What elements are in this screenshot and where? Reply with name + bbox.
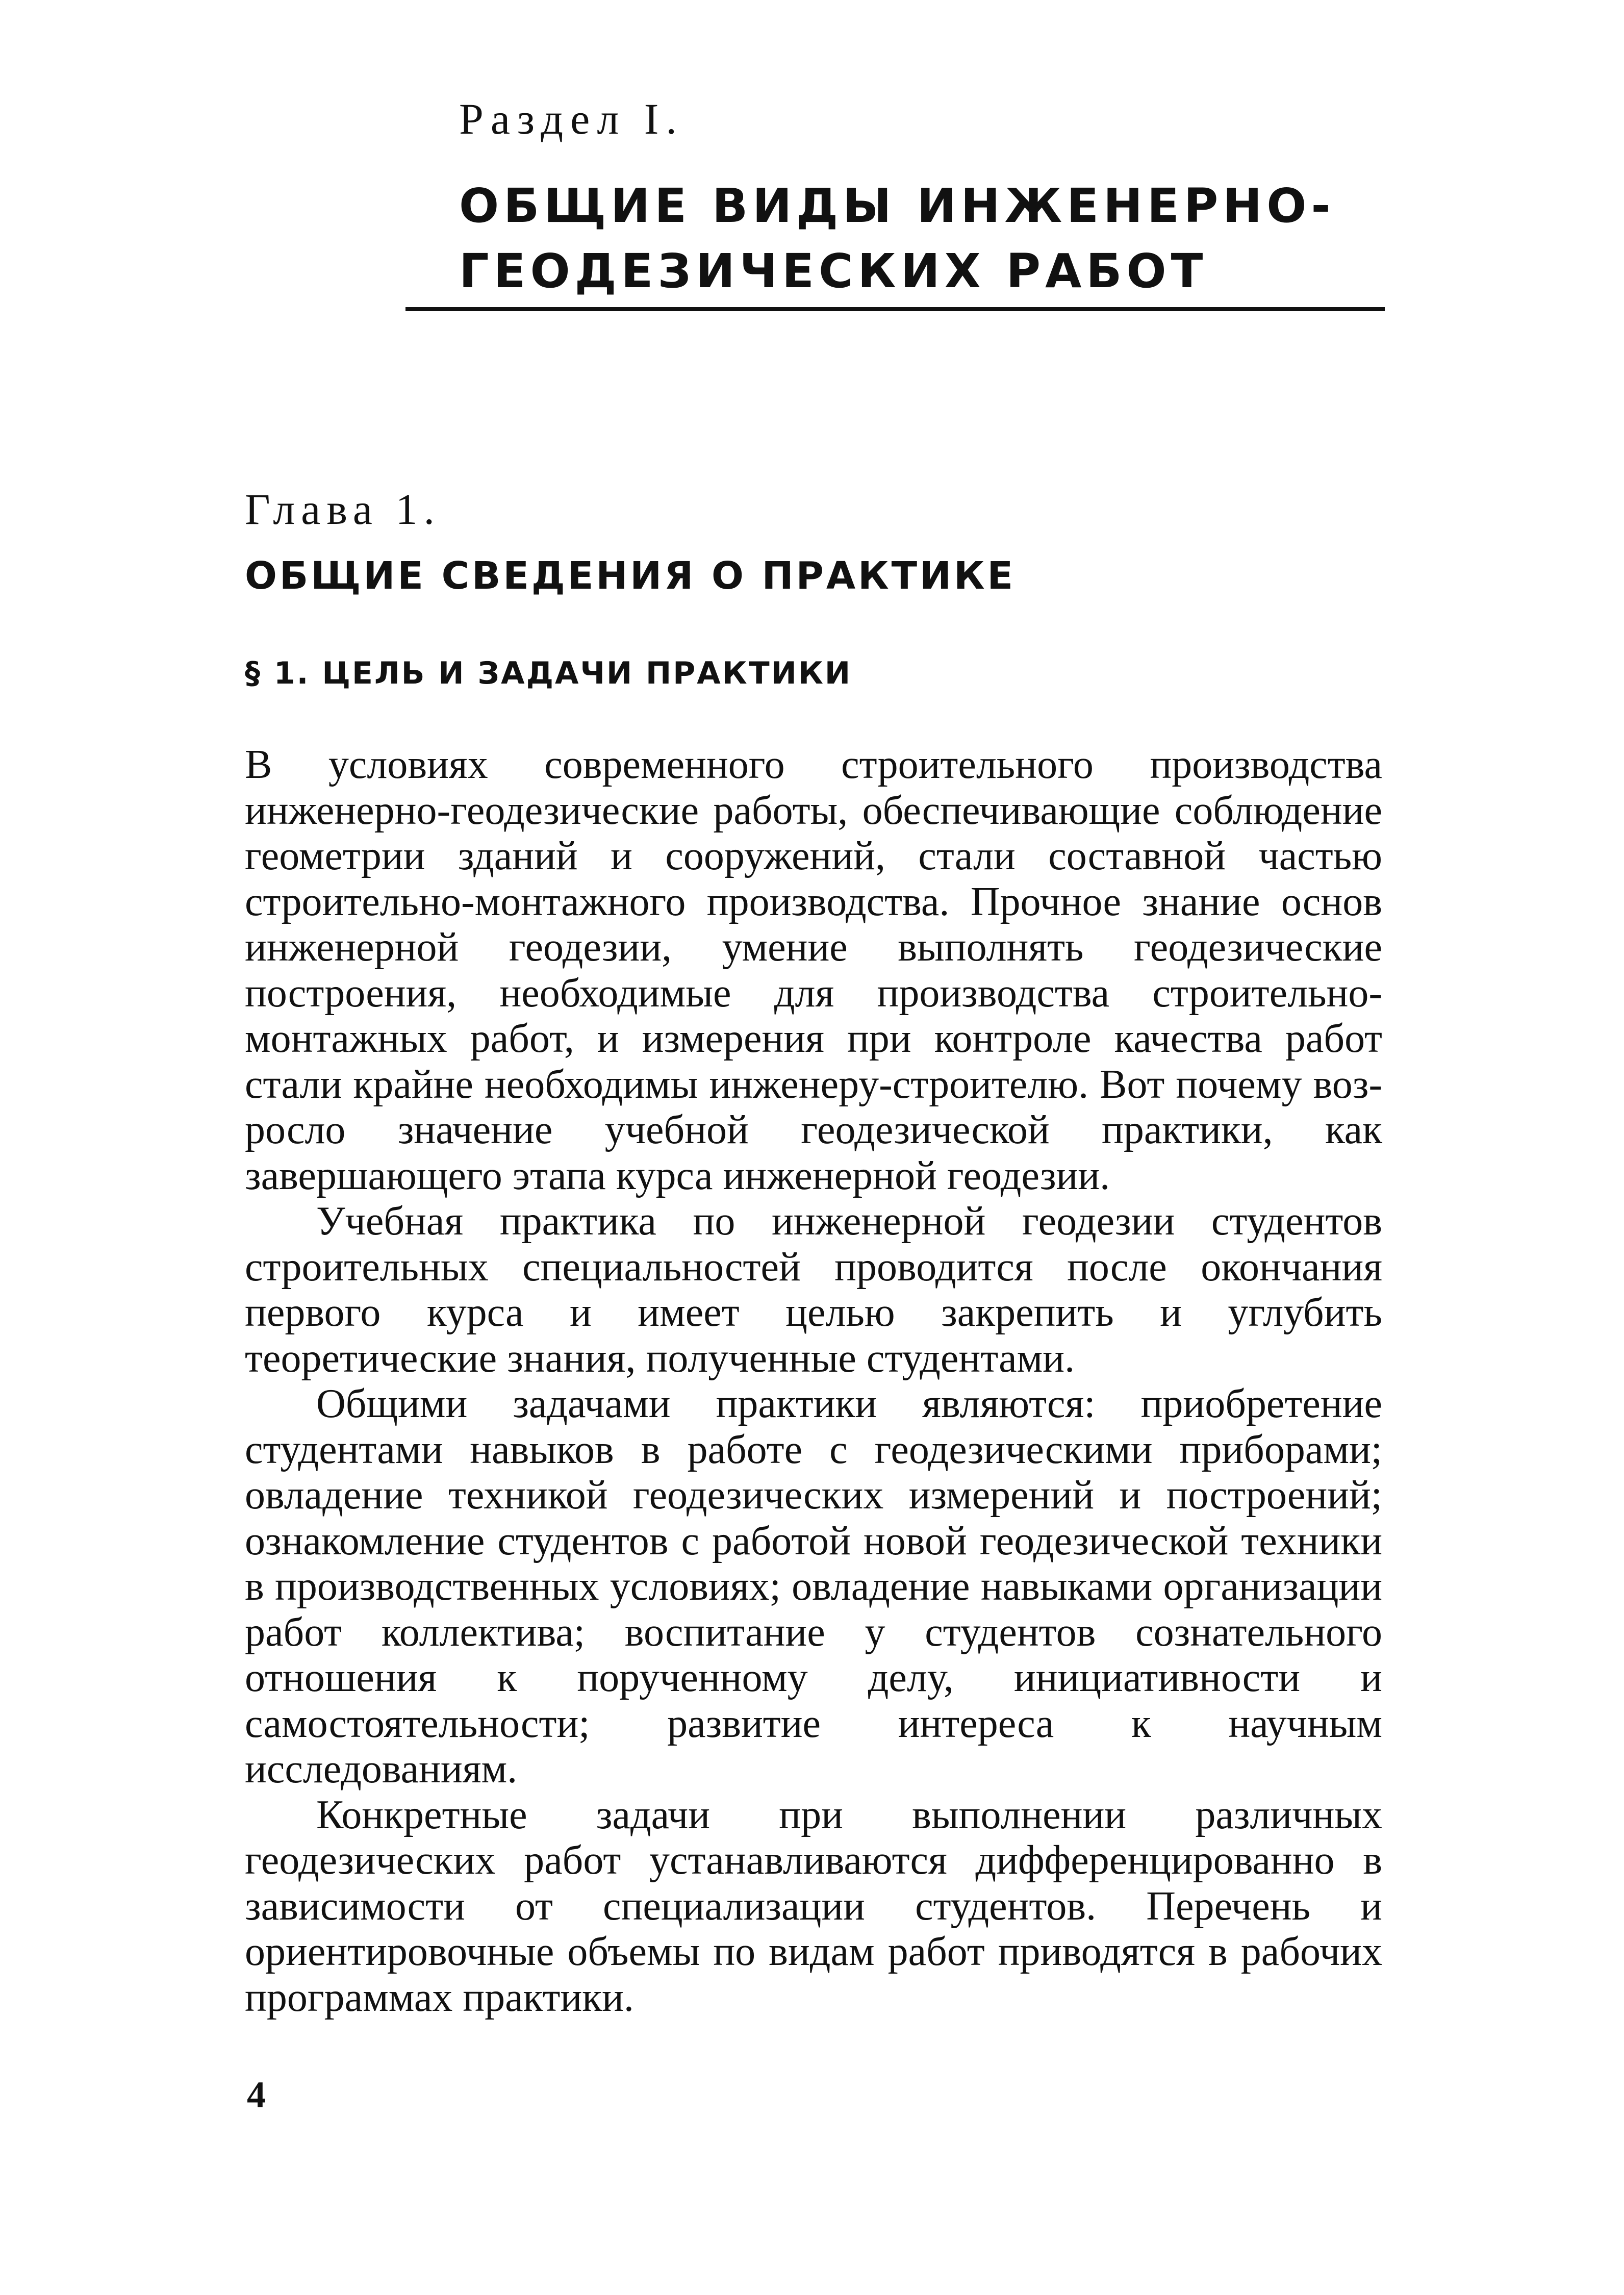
section-title	[459, 173, 1335, 304]
section-label: Раздел I.	[459, 94, 684, 143]
body-paragraph: Конкретные задачи при выполнении различных геодезических работ устанавливаются дифференцированно в зависимости от специализации студентов. Перечень и ориентировочные объемы по видам работ приводятся в рабочих программах практики.	[245, 1792, 1382, 2020]
body-paragraph: Учебная практика по инженерной геодезии студентов строительных специальностей проводится после окончания первого курса и имеет целью закрепить и углубить теоретические знания, полученные студентами.	[245, 1199, 1382, 1381]
chapter-label: Глава 1.	[245, 485, 441, 534]
body-paragraph: В условиях современного строительного производства инженерно-геодезические работы, обеспечивающие соблюдение геометрии зданий и сооружений, стали составной частью строительно-монтажного производства. Прочное знание основ инженерной геодезии, умение выполнять геодезические построения, необходимые для производства строительно-монтажных работ, и измерения при контроле качества работ стали крайне необходимы инженеру-строителю. Вот почему возросло значение учебной геодезической практики, как завершающего этапа курса инженерной геодезии.	[245, 742, 1382, 1198]
body-paragraph: Общими задачами практики являются: приобретение студентами навыков в работе с геодезическими приборами; овладение техникой геодезических измерений и построений; ознакомление студентов с работой новой геодезической техники в производственных условиях; овладение навыками организации работ коллектива; воспитание у студентов сознательного отношения к порученному делу, инициативности и самостоятельности; развитие интереса к научным исследованиям.	[245, 1381, 1382, 1792]
body-text	[245, 742, 1382, 2021]
page-number: 4	[247, 2074, 266, 2116]
section-divider	[405, 307, 1385, 311]
section-title-line-1: ОБЩИЕ ВИДЫ ИНЖЕНЕРНО-	[459, 179, 1335, 233]
section-title-line-2: ГЕОДЕЗИЧЕСКИХ РАБОТ	[459, 244, 1208, 298]
paragraph-heading: § 1. ЦЕЛЬ И ЗАДАЧИ ПРАКТИКИ	[245, 655, 852, 691]
chapter-title: ОБЩИЕ СВЕДЕНИЯ О ПРАКТИКЕ	[245, 554, 1016, 598]
